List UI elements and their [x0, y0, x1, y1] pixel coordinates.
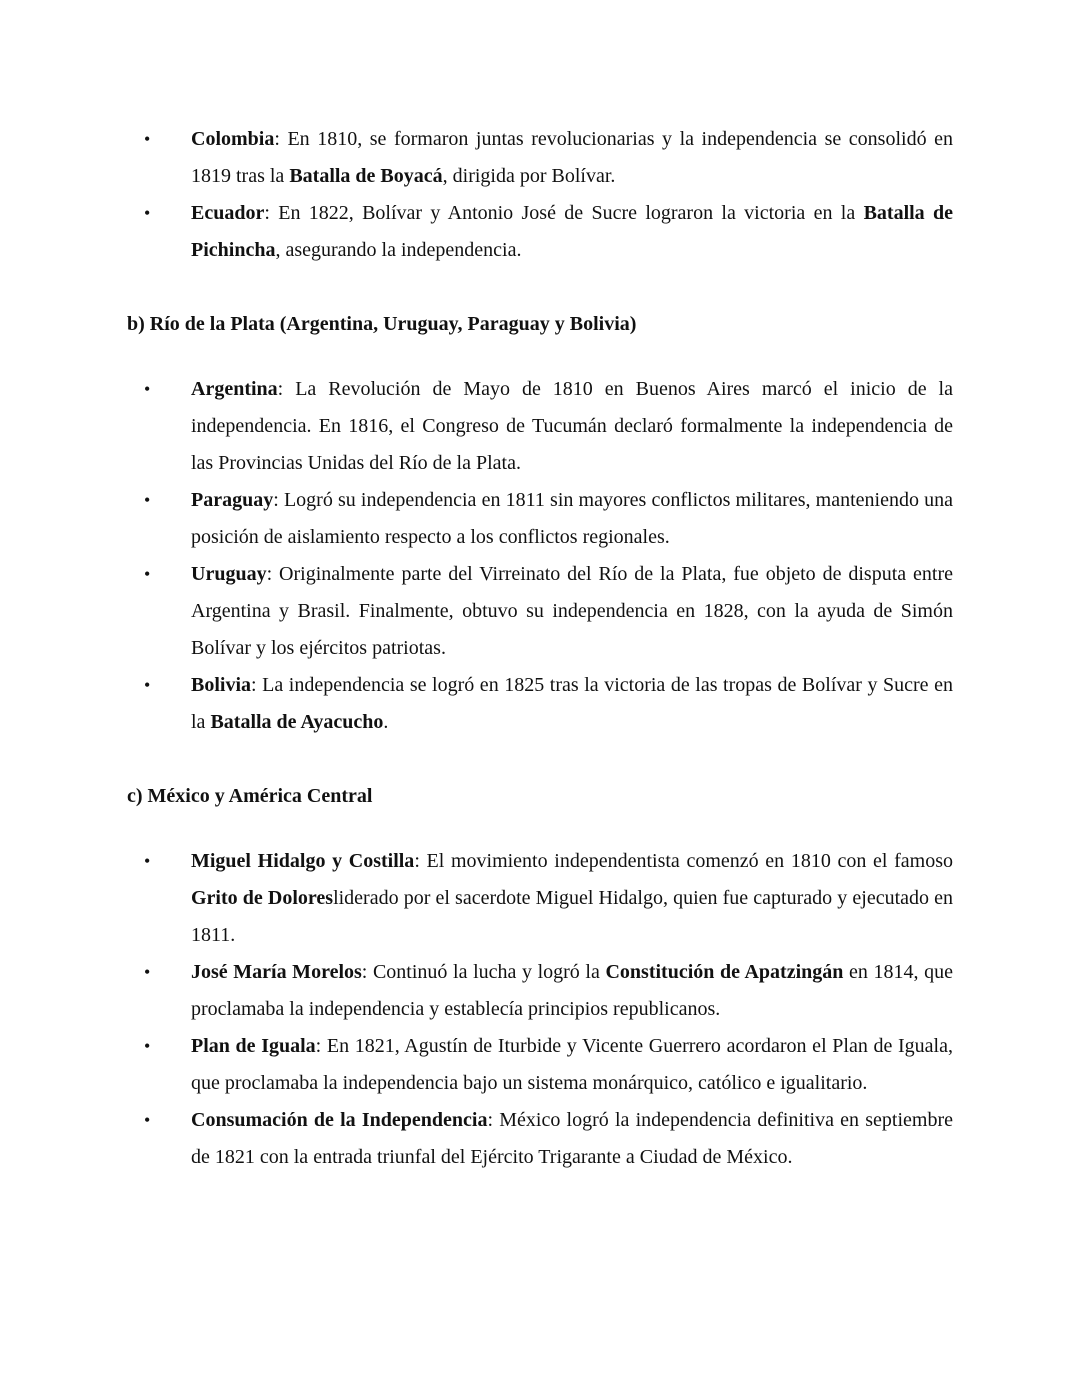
bullet-icon: • [144, 379, 151, 399]
text: : La Revolución de Mayo de 1810 en Buenos Aires marcó el inicio de la independencia. En 1816, el Congreso de Tucumán declaró formalmente la independencia de las Provincias Unidas del Río de la Plata. [191, 378, 953, 474]
bold-text: Uruguay [191, 563, 267, 585]
text: : Originalmente parte del Virreinato del Río de la Plata, fue objeto de disputa entre Argentina y Brasil. Finalmente, obtuvo su independencia en 1828, con la ayuda de Simón Bolívar y los ejércitos patriotas. [191, 563, 953, 659]
bullet-icon: • [144, 962, 151, 982]
section-heading: c) México y América Central [127, 785, 373, 807]
bullet-list [127, 371, 953, 741]
bold-text: Miguel Hidalgo y Costilla [191, 850, 415, 872]
bullet-icon: • [144, 851, 151, 871]
bullet-icon: • [144, 675, 151, 695]
text: , dirigida por Bolívar. [442, 165, 616, 187]
list-item [127, 954, 953, 1028]
bold-text: Constitución de Apatzingán [605, 961, 844, 983]
bold-text: Plan de Iguala [191, 1035, 316, 1057]
section [127, 306, 953, 741]
bold-text: José María Morelos [191, 961, 362, 983]
text: : En 1810, se formaron juntas revolucionarias y la independencia se consolidó en 1819 tras la [191, 128, 953, 187]
bold-text: Batalla de Ayacucho [210, 711, 384, 733]
bold-text: Batalla de Pichincha [191, 202, 954, 261]
list-item [127, 667, 953, 741]
bold-text: Batalla de Boyacá [289, 165, 443, 187]
list-item [127, 195, 953, 269]
bold-text: Paraguay [191, 489, 274, 511]
bullet-list [127, 843, 953, 1176]
bold-text: Bolivia [191, 674, 252, 696]
text: : La independencia se logró en 1825 tras la victoria de las tropas de Bolívar y Sucre en la [191, 674, 953, 733]
bold-text: Colombia [191, 128, 275, 150]
bullet-icon: • [144, 129, 151, 149]
bullet-list [127, 121, 953, 269]
bullet-icon: • [144, 564, 151, 584]
list-item [127, 843, 953, 954]
text: : En 1822, Bolívar y Antonio José de Sucre lograron la victoria en la [264, 202, 864, 224]
bullet-icon: • [144, 203, 151, 223]
section-heading: b) Río de la Plata (Argentina, Uruguay, Paraguay y Bolivia) [127, 313, 637, 335]
text: . [383, 711, 389, 733]
list-item [127, 1028, 953, 1102]
bold-text: Grito de Dolores [191, 887, 334, 909]
bold-text: Ecuador [191, 202, 265, 224]
bullet-icon: • [144, 1036, 151, 1056]
bold-text: Consumación de la Independencia [191, 1109, 488, 1131]
bullet-icon: • [144, 1110, 151, 1130]
list-item [127, 371, 953, 482]
text: : Continuó la lucha y logró la [361, 961, 606, 983]
bold-text: Argentina [191, 378, 278, 400]
text: liderado por el sacerdote Miguel Hidalgo, quien fue capturado y ejecutado en 1811. [191, 887, 953, 946]
document-page [127, 121, 953, 1176]
list-item [127, 556, 953, 667]
text: en 1814, que proclamaba la independencia y establecía principios republicanos. [191, 961, 953, 1020]
text: , asegurando la independencia. [275, 239, 522, 261]
bullet-icon: • [144, 490, 151, 510]
section [127, 778, 953, 1176]
text: : México logró la independencia definitiva en septiembre de 1821 con la entrada triunfal del Ejército Trigarante a Ciudad de México. [191, 1109, 953, 1168]
list-item [127, 482, 953, 556]
text: : Logró su independencia en 1811 sin mayores conflictos militares, manteniendo una posición de aislamiento respecto a los conflictos regionales. [191, 489, 953, 548]
list-item [127, 121, 953, 195]
text: : El movimiento independentista comenzó en 1810 con el famoso [414, 850, 953, 872]
text: : En 1821, Agustín de Iturbide y Vicente Guerrero acordaron el Plan de Iguala, que proclamaba la independencia bajo un sistema monárquico, católico e igualitario. [191, 1035, 953, 1094]
list-item [127, 1102, 953, 1176]
